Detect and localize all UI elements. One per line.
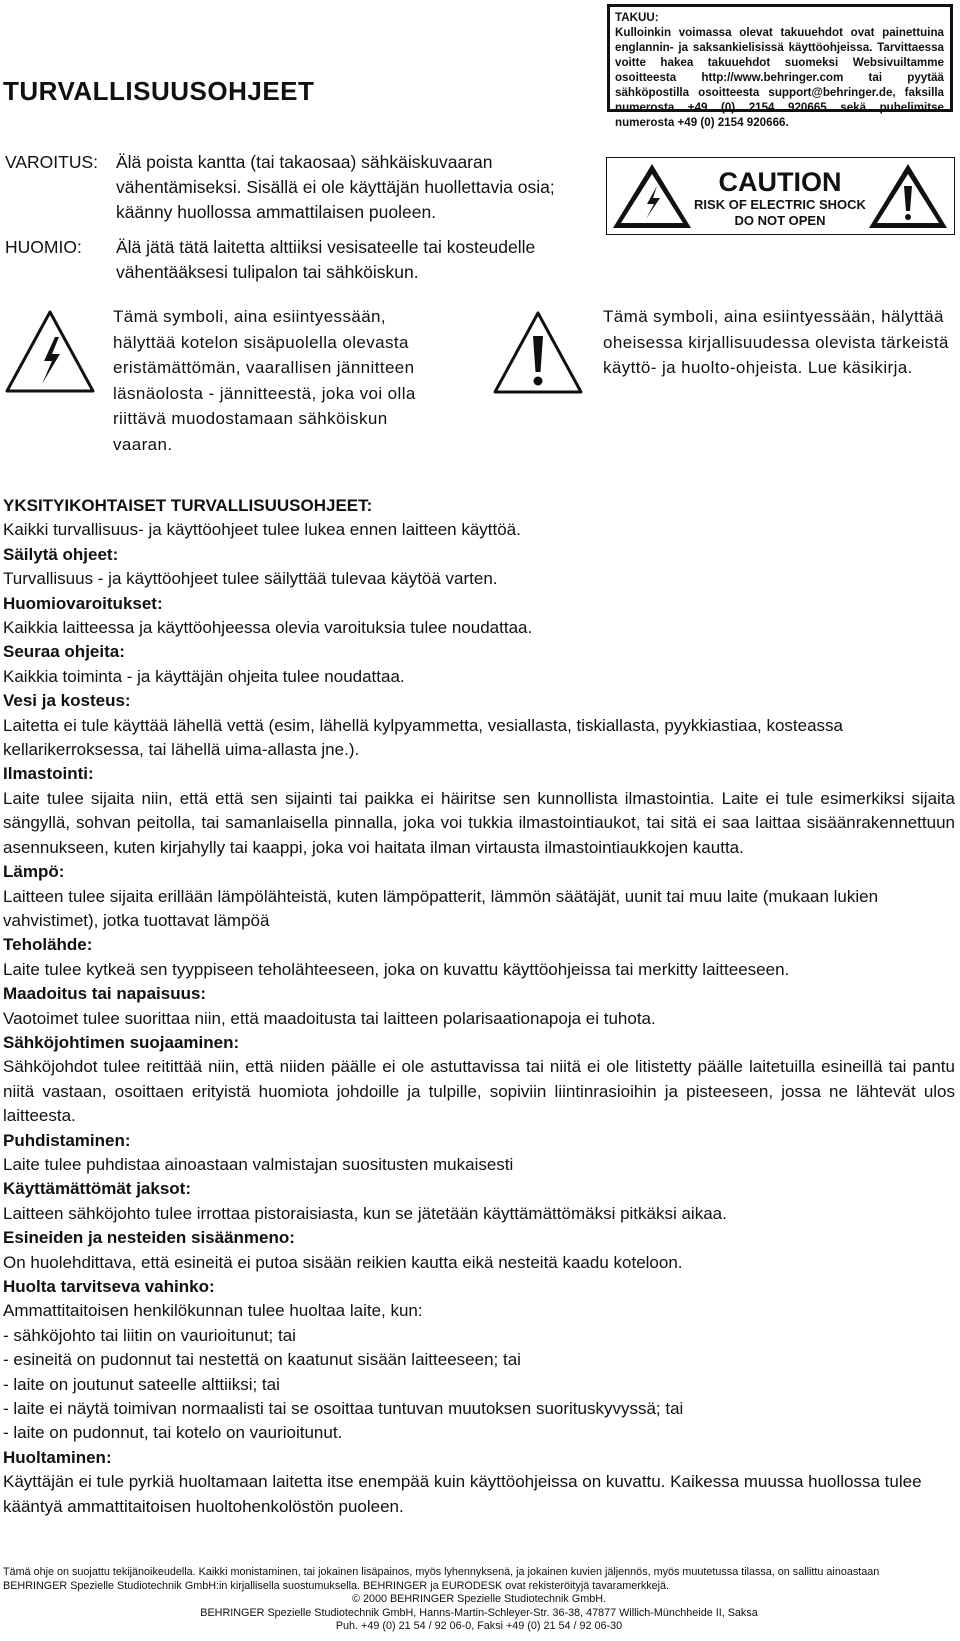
section-text: Turvallisuus - ja käyttöohjeet tulee säilyttää tulevaa käytöä varten. xyxy=(3,569,498,589)
section xyxy=(3,933,955,982)
footer-copyright: © 2000 BEHRINGER Spezielle Studiotechnik GmbH. xyxy=(352,1593,606,1605)
section-heading: Huomiovaroitukset: xyxy=(3,593,163,613)
section-heading: Esineiden ja nesteiden sisäänmeno: xyxy=(3,1228,295,1248)
section-heading: Huolta tarvitseva vahinko: xyxy=(3,1277,215,1296)
footer-address: BEHRINGER Spezielle Studiotechnik GmbH, Hanns-Martin-Schleyer-Str. 36-38, 47877 Willich-Münchheide II, Saksa xyxy=(200,1606,758,1619)
section xyxy=(3,982,955,1031)
notice-text: Älä jätä tätä laitetta alttiiksi vesisateelle tai kosteudelle vähentääksesi tulipalon tai sähköiskun. xyxy=(116,237,536,282)
section xyxy=(3,543,955,592)
section-heading: Lämpö: xyxy=(3,862,65,882)
section-heading: Ilmastointi: xyxy=(3,764,94,784)
section-heading: Huoltaminen: xyxy=(3,1447,112,1467)
servicing-section xyxy=(3,1446,955,1519)
caution-exclamation-icon xyxy=(869,164,947,228)
exclamation-symbol-text: Tämä symboli, aina esiintyessään, hälyttää oheisessa kirjallisuudessa olevista tärkeistä käyttö- ja huolto-ohjeista. Lue käsikirja. xyxy=(603,307,949,377)
section-heading: Sähköjohtimen suojaaminen: xyxy=(3,1032,240,1052)
list-item: - laite ei näytä toimivan normaalisti tai se osoittaa tuntuvan muutoksen suorituskyvyssä; tai xyxy=(3,1399,684,1419)
warning-text: Älä poista kantta (tai takaosaa) sähkäiskuvaaran vähentämiseksi. Sisällä ei ole käyttäjän huollettavia osia; käänny huollossa ammattilaisen puoleen. xyxy=(116,152,555,222)
caution-line-2: DO NOT OPEN xyxy=(734,213,826,228)
lightning-warning-icon xyxy=(4,309,96,395)
caution-lightning-icon xyxy=(613,164,691,228)
safety-instructions xyxy=(3,494,955,1519)
section-text: Kaikkia toiminta - ja käyttäjän ohjeita tulee noudattaa. xyxy=(3,666,405,686)
caution-line-1: RISK OF ELECTRIC SHOCK xyxy=(694,197,866,212)
section-heading: YKSITYIKOHTAISET TURVALLISUUSOHJEET: xyxy=(3,496,373,515)
section-heading: Teholähde: xyxy=(3,935,93,955)
section-heading: Käyttämättömät jaksot: xyxy=(3,1179,191,1199)
section-heading: Säilytä ohjeet: xyxy=(3,544,119,564)
section-heading: Maadoitus tai napaisuus: xyxy=(3,984,207,1004)
caution-label xyxy=(606,157,955,235)
section-text: Vaotoimet tulee suorittaa niin, että maadoitusta tai laitteen polarisaationapoja ei tuhota. xyxy=(3,1008,656,1028)
section xyxy=(3,640,955,689)
section xyxy=(3,762,955,860)
section xyxy=(3,860,955,933)
section xyxy=(3,1129,955,1178)
warranty-box xyxy=(607,4,953,129)
damage-section xyxy=(3,1275,955,1446)
section-text: Ammattitaitoisen henkilökunnan tulee huoltaa laite, kun: xyxy=(3,1301,423,1321)
warranty-heading: TAKUU: xyxy=(615,11,659,24)
exclamation-warning-icon xyxy=(492,310,584,396)
section-text: Sähköjohdot tulee reitittää niin, että niiden päälle ei ole astuttavissa tai niitä ei ole litistetty päälle laitetuilla esineillä tai pantu niitä vastaan, osoittaen erityistä huomiota johdoille ja tulpille, sopiviin liintinrasioihin ja pisteeseen, jossa ne lähtevät ulos laitteesta. xyxy=(3,1057,955,1126)
section-heading: Vesi ja kosteus: xyxy=(3,691,131,711)
notice-label: HUOMIO: xyxy=(5,237,82,257)
warranty-text: Kulloinkin voimassa olevat takuuehdot ovat painettuina englannin- ja saksankielisissä käyttöohjeissa. Tarvittaessa voitte hakea takuuehdot suomeksi Websivuiltamme osoitteesta http://www.behringer.com tai pyytää sähköpostilla osoitteesta support@behringer.de, faksilla numerosta +49 (0) 2154 920665 sekä puhelimitse numerosta +49 (0) 2154 920666. xyxy=(615,26,944,129)
list-item: - esineitä on pudonnut tai nestettä on kaatunut sisään laitteeseen; tai xyxy=(3,1350,521,1370)
section xyxy=(3,1226,955,1275)
lightning-symbol-text: Tämä symboli, aina esiintyessään, hälyttää kotelon sisäpuolella olevasta eristämättömän, vaarallisen jännitteen läsnäolosta - jännitteestä, joka voi olla riittävä muodostamaan sähköiskun vaaran. xyxy=(113,307,416,454)
section-text: On huolehdittava, että esineitä ei putoa sisään reikien kautta eikä nesteitä kaadu koteloon. xyxy=(3,1252,683,1272)
list-item: - laite on pudonnut, tai kotelo on vaurioitunut. xyxy=(3,1423,343,1443)
list-item: - laite on joutunut sateelle alttiiksi; tai xyxy=(3,1374,280,1394)
section-text: Kaikkia laitteessa ja käyttöohjeessa olevia varoituksia tulee noudattaa. xyxy=(3,618,533,638)
section xyxy=(3,1031,955,1129)
section-text: Laite tulee kytkeä sen tyyppiseen teholähteeseen, joka on kuvattu käyttöohjeissa tai merkitty laitteeseen. xyxy=(3,959,790,979)
section-text: Laitetta ei tule käyttää lähellä vettä (esim, lähellä kylpyammetta, vesiallasta, tiskiallasta, pyykkiastiaa, kosteassa kellarikerroksessa, tai lähellä uima-allasta jne.). xyxy=(3,715,844,760)
section xyxy=(3,592,955,641)
section-text: Kaikki turvallisuus- ja käyttöohjeet tulee lukea ennen laitteen käyttöä. xyxy=(3,520,521,540)
footer-phone: Puh. +49 (0) 21 54 / 92 06-0, Faksi +49 (0) 21 54 / 92 06-30 xyxy=(335,1620,623,1632)
page-title: TURVALLISUUSOHJEET xyxy=(3,76,315,106)
footer xyxy=(3,1566,955,1634)
section-text: Käyttäjän ei tule pyrkiä huoltamaan laitetta itse enempää kuin käyttöohjeissa on kuvattu. Kaikessa muussa huollossa tulee kääntyä ammattitaitoisen huoltohenkolöstön puoleen. xyxy=(3,1472,922,1516)
section-text: Laitteen tulee sijaita erillään lämpölähteistä, kuten lämpöpatterit, lämmön säätäjät, uunit tai muu laite (mukaan lukien vahvistimet), jotka tuottavat lämpöä xyxy=(3,886,879,930)
section xyxy=(3,1177,955,1226)
section xyxy=(3,689,955,762)
caution-title: CAUTION xyxy=(718,167,842,197)
section-text: Laitteen sähköjohto tulee irrottaa pistoraisiasta, kun se jätetään käyttämättömäksi pitkäksi aikaa. xyxy=(3,1203,727,1223)
section xyxy=(3,494,955,543)
footer-copyright-notice: Tämä ohje on suojattu tekijänoikeudella. Kaikki monistaminen, tai jokainen lisäpainos, myös lyhennyksenä, ja jokainen kuvien jäljennös, myös muutetussa tilassa, on sallittu ainoastaan xyxy=(3,1566,880,1578)
footer-trademark-notice: BEHRINGER Spezielle Studiotechnik GmbH:in kirjallisella suostumuksella. BEHRINGER ja EURODESK ovat rekisteröityjä tavaramerkkejä. xyxy=(3,1579,670,1592)
section-text: Laite tulee puhdistaa ainoastaan valmistajan suositusten mukaisesti xyxy=(3,1154,514,1174)
warning-label: VAROITUS: xyxy=(5,152,99,172)
list-item: - sähköjohto tai liitin on vaurioitunut; tai xyxy=(3,1325,296,1345)
section-heading: Puhdistaminen: xyxy=(3,1130,131,1150)
section-text: Laite tulee sijaita niin, että että sen sijainti tai paikka ei häiritse sen kunnollista ilmastointia. Laite ei tule esimerkiksi sijaita sängyllä, sohvan peitolla, tai samanlaisella pinnalla, joka voi tukkia ilmastointiaukot, tai sitä ei saa laittaa sisäänrakennettuun asennukseen, kuten kirjahylly tai kaappi, joka voi haitata ilman virtausta ilmastointiaukkojen kautta. xyxy=(3,788,955,857)
section-heading: Seuraa ohjeita: xyxy=(3,642,125,662)
